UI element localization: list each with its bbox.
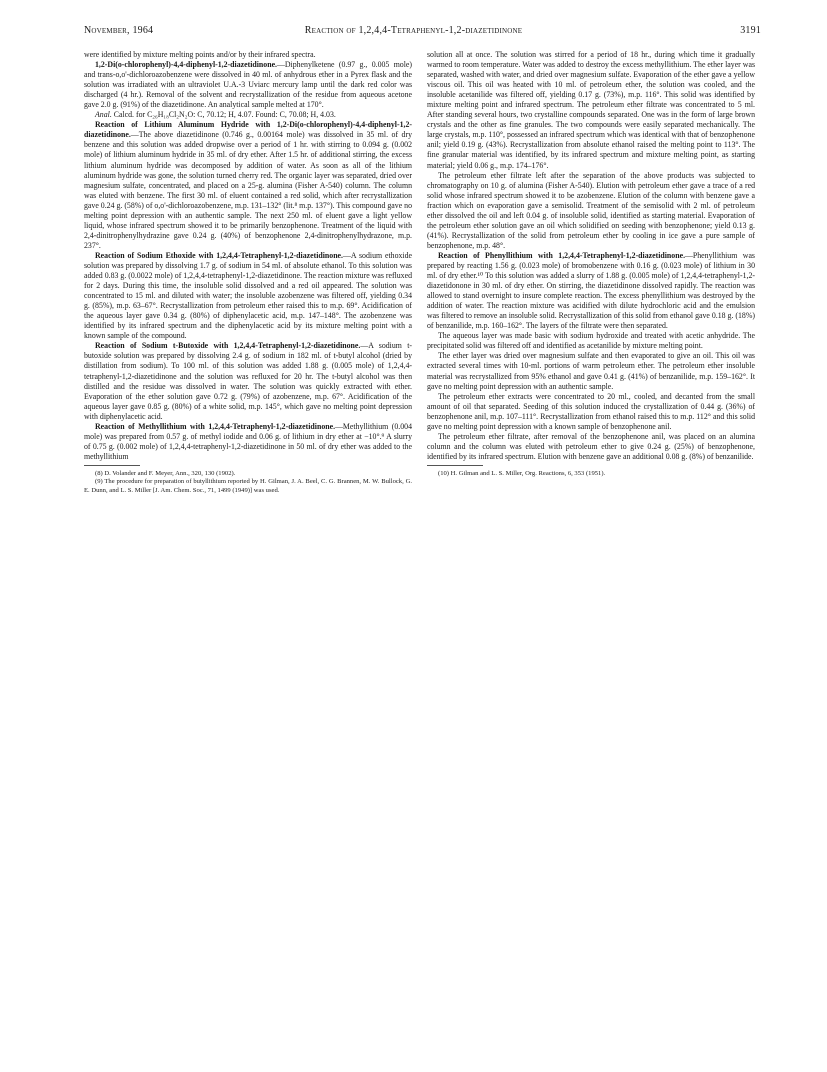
footnote-10: (10) H. Gilman and L. S. Miller, Org. Reactions, 6, 353 (1951). — [438, 469, 606, 477]
paragraph-ether-layer: The ether layer was dried over magnesium sulfate and then evaporated to give an oil. This oil was extracted several times with 10-ml. portions of warm petroleum ether. The petroleum ether insoluble material was recrystallized from 95% ethanol and gave 0.41 g. (41%) of benzanilide, m.p. 159–162°. It gave no melting point depression with an authentic sample. — [427, 351, 755, 391]
paragraph-body: —The above diazetidinone (0.746 g., 0.00164 mole) was dissolved in 35 ml. of dry benzene and this solution was added dropwise over a period of 1 hr. with stirring to 0.094 g. (0.002 mole) of lithium aluminum hydride in 35 ml. of dry ether. After 1.5 hr. of additional stirring, the excess lithium aluminum hydride was decomposed by addition of water. As soon as all of the lithium aluminum hydride was gone, the solution turned cherry red. The organic layer was separated, dried over magnesium sulfate, concentrated, and placed on a 25-g. alumina (Fisher A-540) column. The column was eluted with benzene. The first 30 ml. of eluent contained a red solid, which after recrystallization gave 0.24 g. (58%) of o,o'-dichloroazobenzene, m.p. 131–132° (lit.⁸ m.p. 137°). This compound gave no melting point depression with an authentic sample. The next 250 ml. of eluent gave a light yellow liquid, whose infrared spectrum showed it to be primarily benzophenone. Treatment of the liquid with 2,4-dinitrophenylhydrazine gave 0.24 g. (40%) of benzophenone 2,4-dinitrophenylhydrazone, m.p. 237°. — [84, 130, 412, 250]
analysis-label: Anal. — [95, 110, 112, 120]
paragraph-phenyllithium — [427, 251, 755, 331]
page-number: 3191 — [740, 25, 761, 36]
paragraph-petroleum-extracts: The petroleum ether extracts were concentrated to 20 ml., cooled, and decanted from the small amount of oil that separated. Seeding of this solution induced the crystallization of 0.44 g. (36%) of benzophenone anil, m.p. 107–111°. Recrystallization from ethanol raised this to m.p. 112° and this solid gave no melting point depression with a known sample of benzophenone anil. — [427, 391, 755, 431]
right-column — [427, 50, 755, 478]
paragraph-sodium-ethoxide — [84, 251, 412, 341]
paragraph-petroleum-filtrate: The petroleum ether filtrate, after removal of the benzophenone anil, was placed on an alumina column and the column was eluted with petroleum ether to give 0.24 g. (25%) of benzophenone, identified by its infrared spectrum. Elution with benzene gave an additional 0.08 g. (8%) of benzanilide. — [427, 431, 755, 461]
paragraph-methyllithium-continued: solution all at once. The solution was stirred for a period of 18 hr., during which time it gradually warmed to room temperature. Water was added to destroy the excess methyllithium. The ether layer was separated, washed with water, and dried over magnesium sulfate. Evaporation of the ether gave a yellow viscous oil. This oil was heated with 10 ml. of petroleum ether, the solution was cooled, and the insoluble acetanilide was filtered off, yielding 0.17 g. (73%), m.p. 116°. This solid was identified by mixture melting point and infrared spectrum. The petroleum ether filtrate was concentrated to 5 ml. After standing several hours, two crystalline compounds separated. One was in the form of large brown crystals and the other as fine granules. The two compounds were easily separated mechanically. The large crystals, m.p. 110°, possessed an infrared spectrum which was identical with that of benzophenone anil; yield 0.19 g. (43%). Recrystallization from absolute ethanol raised the melting point to 113°. The fine granular material was identified, by its infrared spectrum and mixture melting point, as starting material; yield 0.06 g., m.p. 174–176°. — [427, 50, 755, 170]
paragraph-dichlorophenyl-diazetidinone — [84, 60, 412, 110]
section-heading: Reaction of Methyllithium with 1,2,4,4-Tetraphenyl-1,2-diazetidinone. — [95, 421, 336, 431]
paragraph-aqueous-layer: The aqueous layer was made basic with sodium hydroxide and treated with acetic anhydride. The precipitated solid was filtered off and identified as acetanilide by mixture melting point. — [427, 331, 755, 351]
paragraph-sodium-t-butoxide — [84, 341, 412, 421]
paragraph-body: —Phenyllithium was prepared by reacting 1.56 g. (0.023 mole) of bromobenzene with 0.16 g. (0.023 mole) of lithium in 30 ml. of dry ether.¹⁰ To this solution was added a slurry of 1.88 g. (0.005 mole) of 1,2,4,4-tetraphenyl-1,2-diazetidonone in 30 ml. of dry ether. On stirring, the diazetidinone dissolved rapidly. The reaction was allowed to stand overnight to insure complete reaction. The excess phenyllithium was destroyed by the addition of water. The reaction mixture was acidified with dilute hydrochloric acid and the emulsion was filtered to remove an insoluble solid. Recrystallization of this solid from ethanol gave 0.18 g. (18%) of benzanilide, m.p. 160–162°. The layers of the filtrate were then separated. — [427, 250, 755, 331]
paragraph-body: —Diphenylketene (0.97 g., 0.005 mole) and trans-o,o'-dichloroazobenzene were dissolved in 40 ml. of anhydrous ether in a Pyrex flask and the solution was irradiated with an ultraviolet U.A.-3 Uviarc mercury lamp until the dark red color was discharged (4 hr.). Removal of the solvent and recrystallization of the residue from aqueous acetone gave 2.0 g. (91%) of the diazetidinone. An analytical sample melted at 170°. — [84, 60, 412, 110]
paragraph-methyllithium — [84, 422, 412, 462]
footnote-divider — [427, 465, 483, 466]
footnote-divider — [84, 465, 140, 466]
paragraph-body: Calcd. for C₂₆H₁₈Cl₂N₂O: C, 70.12; H, 4.07. Found: C, 70.08; H, 4.03. — [111, 110, 336, 120]
paragraph-chromatography: The petroleum ether filtrate left after the separation of the above products was subjected to chromatography on 10 g. of alumina (Fisher A-540). Elution with petroleum ether gave a trace of a red solid whose infrared spectrum showed it to be azobenzene. Elution of the column with benzene gave a fraction which on evaporation gave a semisolid. Treatment of the semisolid with 2 ml. of petroleum ether dissolved the oil and left 0.04 g. of insoluble solid, identified as starting material. Evaporation of the petroleum ether solution gave an oil which solidified on seeding with benzophenone; yield 0.13 g. (41%). Recrystallization of the solid from petroleum ether by cooling in ice gave a pure sample of benzophenone, m.p. 48°. — [427, 170, 755, 250]
section-heading: Reaction of Sodium Ethoxide with 1,2,4,4-Tetraphenyl-1,2-diazetidinone. — [95, 250, 344, 260]
paragraph-lithium-aluminum-hydride — [84, 120, 412, 251]
running-header-title: Reaction of 1,2,4,4-Tetraphenyl-1,2-diazetidinone — [304, 25, 523, 36]
section-heading: 1,2-Di(o-chlorophenyl)-4,4-diphenyl-1,2-diazetidinone. — [95, 60, 278, 70]
footnote-9: (9) The procedure for preparation of butyllithium reported by H. Gilman, J. A. Beel, C. G. Brannen, M. W. Bullock, G. E. Dunn, and L. S. Miller [J. Am. Chem. Soc., 71, 1499 (1949)] was used. — [84, 478, 412, 494]
footnote-8: (8) D. Volander and F. Meyer, Ann., 320, 130 (1902). — [95, 469, 236, 477]
section-heading: Reaction of Lithium Aluminum Hydride with 1,2-Di(o-chlorophenyl)-4,4-diphenyl-1,2-diazetidinone. — [84, 120, 412, 140]
left-column — [84, 50, 412, 495]
section-heading: Reaction of Sodium t-Butoxide with 1,2,4,4-Tetraphenyl-1,2-diazetidinone. — [95, 341, 361, 351]
running-header-date: November, 1964 — [84, 25, 154, 36]
paragraph-analysis — [84, 110, 412, 120]
paragraph-body: —A sodium t-butoxide solution was prepared by dissolving 2.4 g. of sodium in 182 ml. of t-butyl alcohol (dried by distillation from sodium). To 100 ml. of this solution was added 1.88 g. (0.005 mole) of 1,2,4,4-tetraphenyl-1,2-diazetidinone and the solution was refluxed for 20 hr. The t-butyl alcohol was then distilled and the residue was dissolved in water. The solution was quickly extracted with ether. Evaporation of the ether solution gave 0.72 g. (79%) of azobenzene, m.p. 67°. Acidification of the aqueous layer gave 0.85 g. (80%) of a white solid, m.p. 145°, which gave no melting point depression with diphenylacetic acid. — [84, 341, 412, 421]
paragraph-body: —Methyllithium (0.004 mole) was prepared from 0.57 g. of methyl iodide and 0.06 g. of lithium in dry ether at −10°.⁹ A slurry of 0.75 g. (0.002 mole) of 1,2,4,4-tetraphenyl-1,2-diazetidinone in 50 ml. of dry ether was added to the methyllithium — [84, 421, 412, 461]
section-heading: Reaction of Phenyllithium with 1,2,4,4-Tetraphenyl-1,2-diazetidinone. — [438, 250, 686, 260]
paragraph-body: —A sodium ethoxide solution was prepared by dissolving 1.7 g. of sodium in 54 ml. of absolute ethanol. To this solution was added 0.83 g. (0.0022 mole) of 1,2,4,4-tetraphenyl-1,2-diazetidinone. The reaction mixture was refluxed for 2 days. During this time, the insoluble solid dissolved and a red oil appeared. The solution was concentrated to 15 ml. and diluted with water; the insoluble azobenzene was filtered off, yielding 0.34 g. (85%), m.p. 63–67°. Recrystallization from petroleum ether raised this to m.p. 69°. Acidification of the aqueous layer gave 0.34 g. (80%) of diphenylacetic acid, m.p. 147–148°. The azobenzene was identified by its infrared spectrum and the diphenylacetic acid by its mixture melting point with a known sample of the compound. — [84, 250, 412, 341]
paragraph-continuation: were identified by mixture melting points and/or by their infrared spectra. — [84, 50, 316, 59]
